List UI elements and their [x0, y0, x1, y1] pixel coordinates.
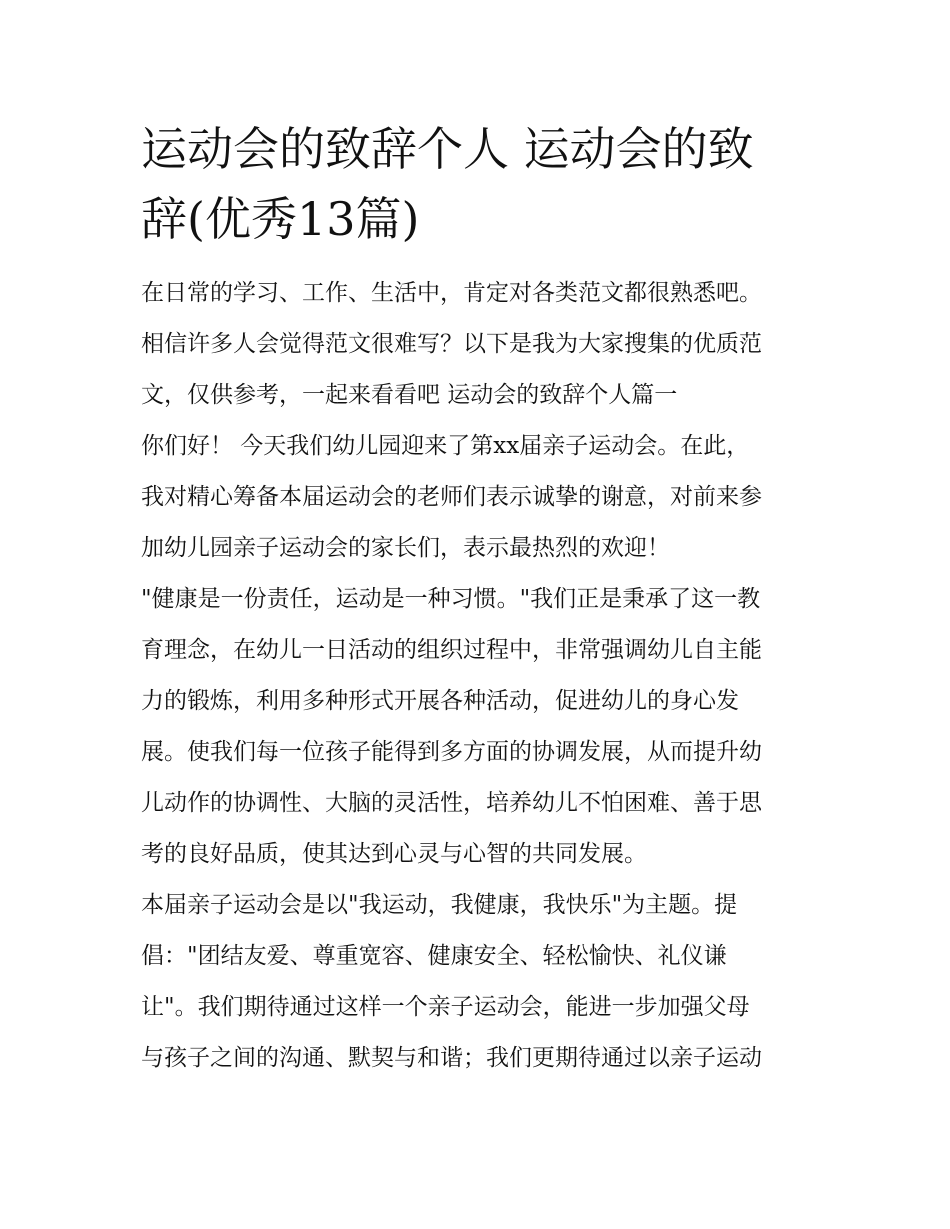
body-line: 我对精心筹备本届运动会的老师们表示诚挚的谢意，对前来参: [141, 484, 762, 510]
body-line: 育理念，在幼儿一日活动的组织过程中，非常强调幼儿自主能: [141, 637, 762, 663]
body-line: 展。使我们每一位孩子能得到多方面的协调发展，从而提升幼: [141, 739, 762, 765]
body-line: "健康是一份责任，运动是一种习惯。"我们正是秉承了这一教: [141, 586, 761, 612]
document-title: [141, 114, 813, 254]
body-line: 倡："团结友爱、尊重宽容、健康安全、轻松愉快、礼仪谦: [141, 943, 727, 969]
document-body: [141, 268, 813, 1084]
body-line: 力的锻炼，利用多种形式开展各种活动，促进幼儿的身心发: [141, 688, 739, 714]
body-line: 相信许多人会觉得范文很难写？以下是我为大家搜集的优质范: [141, 331, 762, 357]
title-line: 辞(优秀13篇): [141, 192, 420, 246]
body-line: 在日常的学习、工作、生活中，肯定对各类范文都很熟悉吧。: [141, 280, 762, 306]
body-line: 与孩子之间的沟通、默契与和谐；我们更期待通过以亲子运动: [141, 1045, 762, 1071]
body-line: 加幼儿园亲子运动会的家长们，表示最热烈的欢迎！: [141, 535, 670, 561]
document-page: [141, 114, 813, 1084]
body-line: 文，仅供参考，一起来看看吧 运动会的致辞个人篇一: [141, 382, 678, 408]
body-line: 你们好！ 今天我们幼儿园迎来了第xx届亲子运动会。在此，: [141, 433, 750, 459]
body-line: 本届亲子运动会是以"我运动，我健康，我快乐"为主题。提: [141, 892, 738, 918]
title-line: 运动会的致辞个人 运动会的致: [141, 122, 754, 176]
body-line: 让"。我们期待通过这样一个亲子运动会，能进一步加强父母: [141, 994, 750, 1020]
body-line: 儿动作的协调性、大脑的灵活性，培养幼儿不怕困难、善于思: [141, 790, 762, 816]
body-line: 考的良好品质，使其达到心灵与心智的共同发展。: [141, 841, 647, 867]
